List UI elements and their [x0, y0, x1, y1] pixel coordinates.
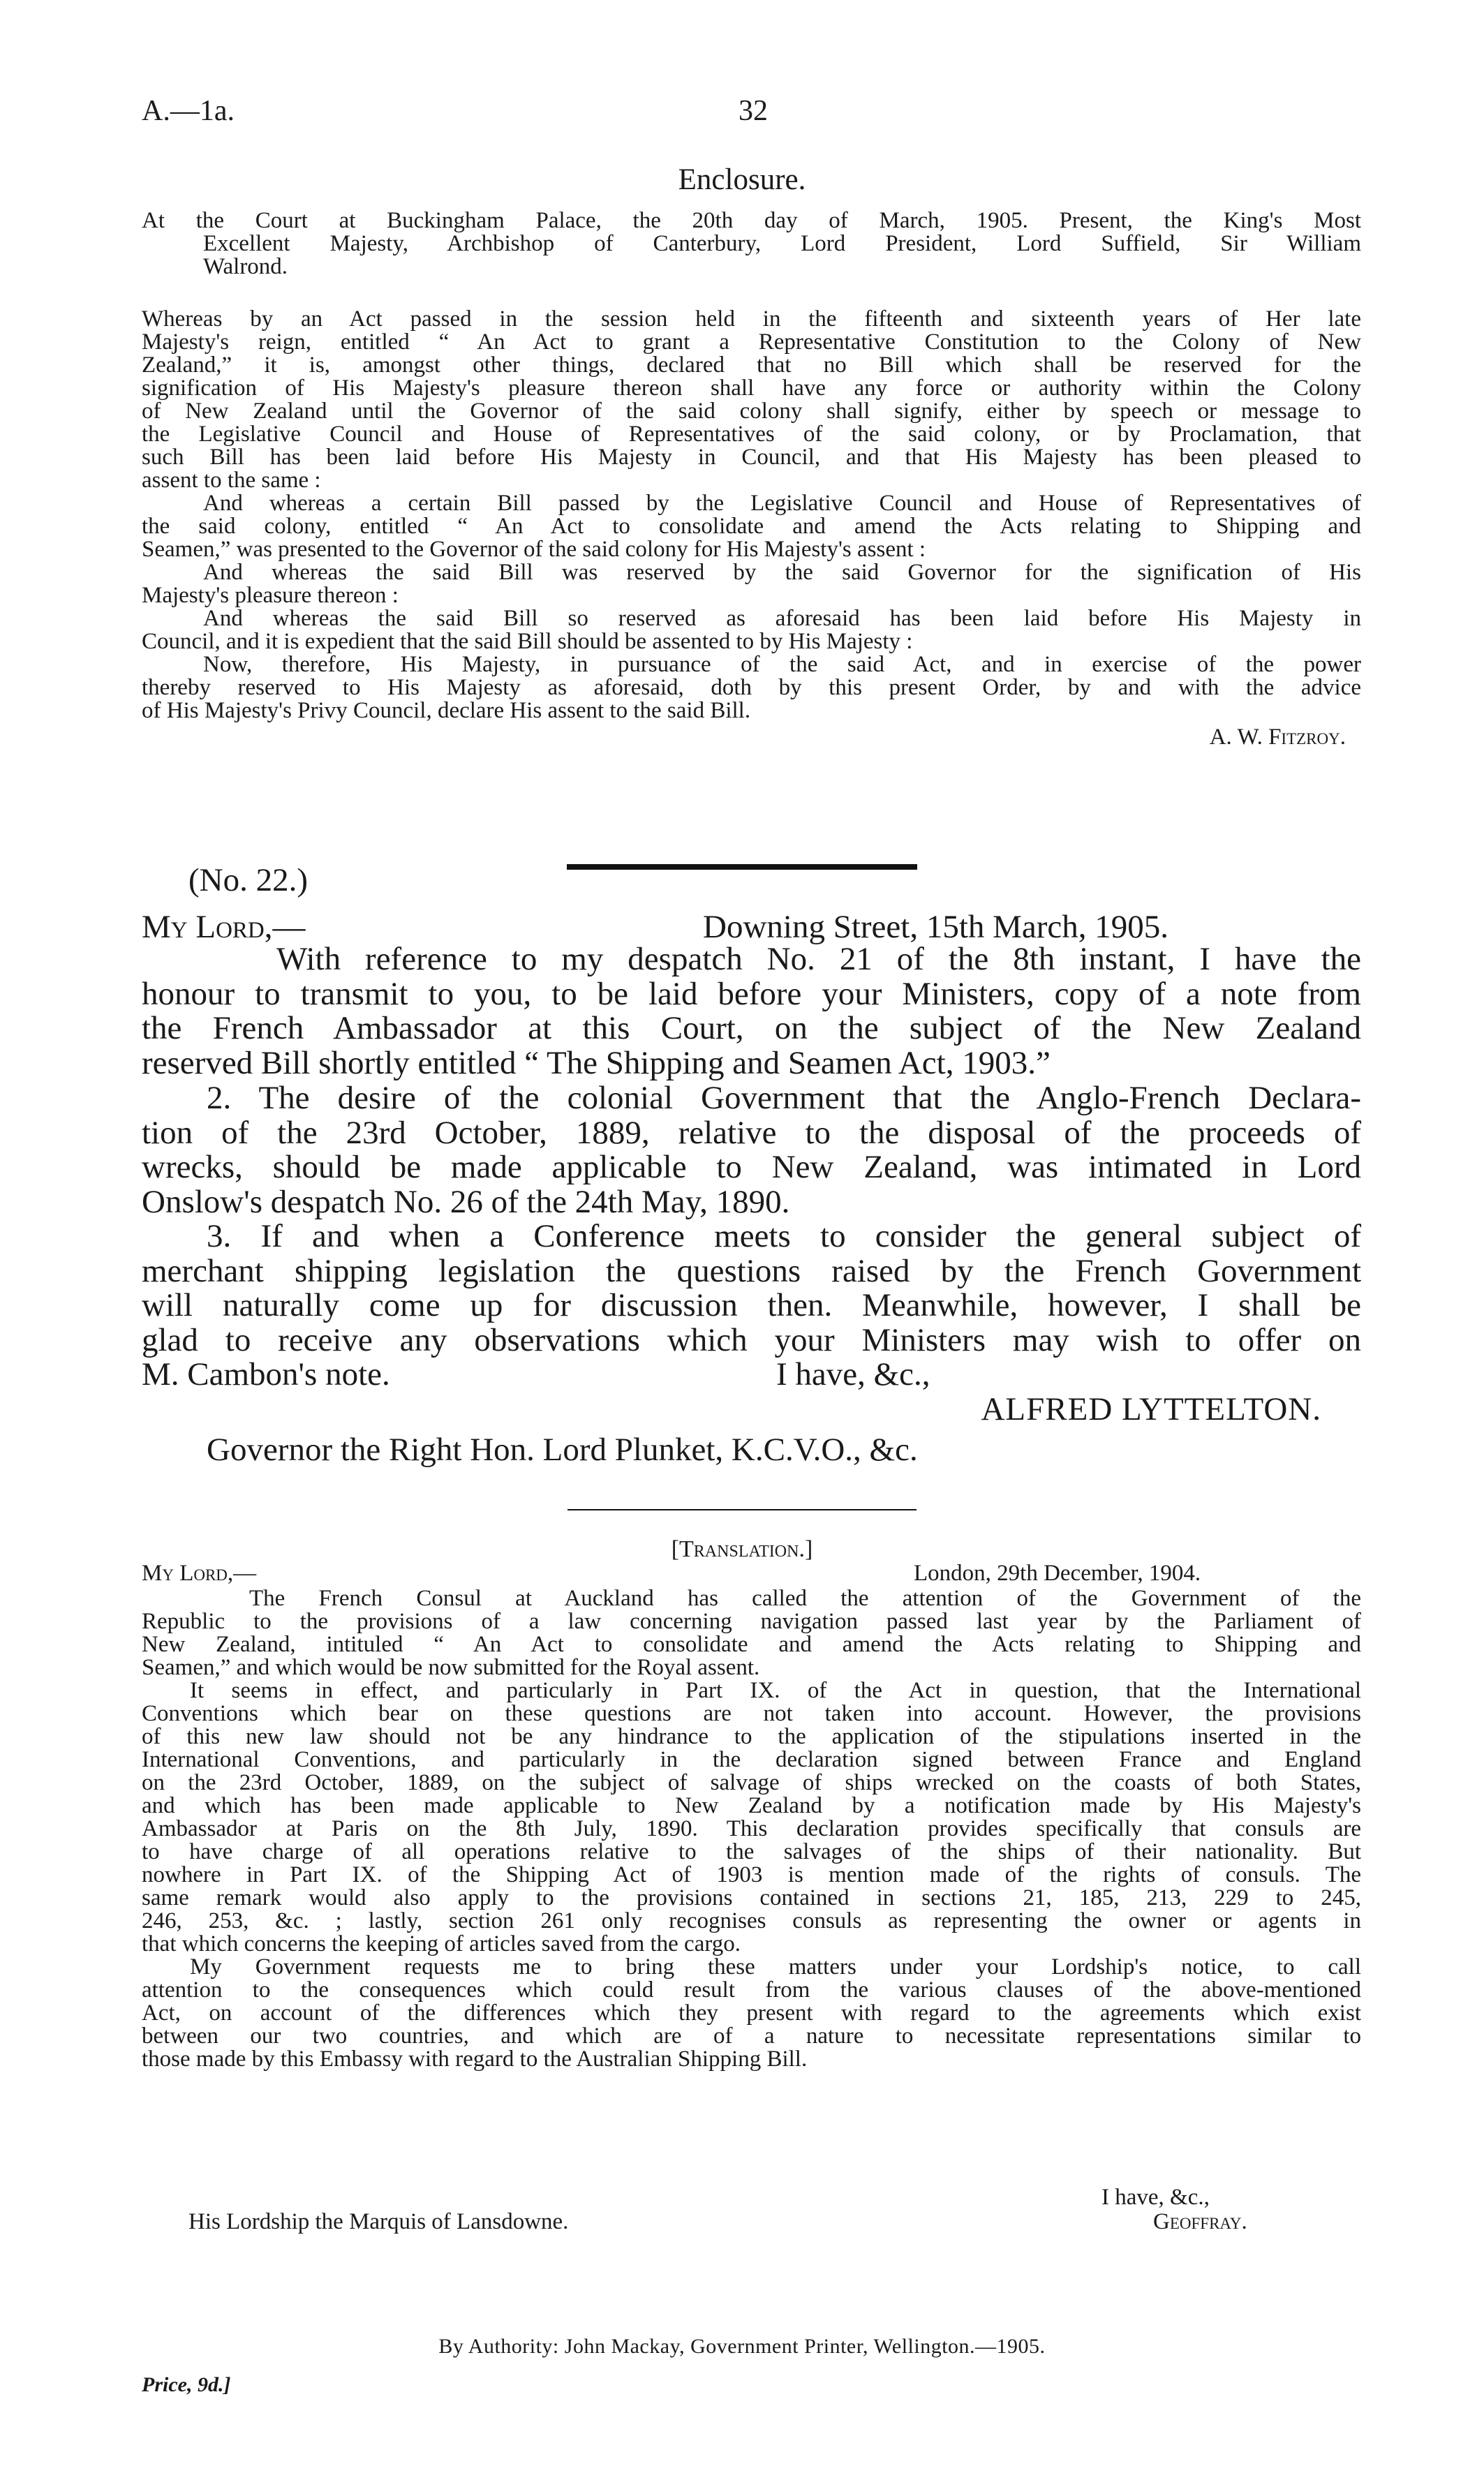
text-line: Seamen,” was presented to the Governor of the said colony for His Majesty's assent : [142, 537, 926, 562]
text-line: tion of the 23rd October, 1889, relative to the disposal of the proceeds of [142, 1114, 1361, 1151]
text-line: on the 23rd October, 1889, on the subject of salvage of ships wrecked on the coasts of both States, [142, 1770, 1361, 1795]
text-line: glad to receive any observations which your Ministers may wish to offer on [142, 1321, 1361, 1358]
text-line: Act, on account of the differences which they present with regard to the agreements which exist [142, 2000, 1361, 2026]
text-line: With reference to my despatch No. 21 of the 8th instant, I have the [276, 941, 1361, 977]
text-line: And whereas a certain Bill passed by the Legislative Council and House of Representatives of [203, 491, 1361, 516]
text-line: It seems in effect, and particularly in Part IX. of the Act in question, that the International [190, 1678, 1361, 1703]
text-line: Zealand,” it is, amongst other things, declared that no Bill which shall be reserved for the [142, 352, 1361, 378]
translation-closing: I have, &c., [1101, 2185, 1210, 2210]
enclosure-court-block [142, 209, 1361, 279]
enclosure-whereas-paragraph [142, 308, 1361, 492]
translation-heading: [Translation.] [671, 1536, 813, 1562]
enclosure-paragraph-5 [142, 653, 1361, 722]
text-line: the Legislative Council and House of Representatives of the said colony, or by Proclamation, that [142, 422, 1361, 447]
translation-signature: Geoffray. [1153, 2209, 1247, 2234]
printer-imprint: By Authority: John Mackay, Government Printer, Wellington.—1905. [438, 2335, 1046, 2358]
despatch-paragraph-2 [142, 1081, 1361, 1219]
text-line: 3. If and when a Conference meets to consider the general subject of [207, 1218, 1361, 1254]
text-line: 246, 253, &c. ; lastly, section 261 only recognises consuls as representing the owner or agents in [142, 1908, 1361, 1933]
text-line: Whereas by an Act passed in the session held in the fifteenth and sixteenth years of Her late [142, 306, 1361, 332]
text-line: reserved Bill shortly entitled “ The Shipping and Seamen Act, 1903.” [142, 1044, 1051, 1081]
text-line: Seamen,” and which would be now submitted for the Royal assent. [142, 1655, 760, 1680]
page-number: 32 [739, 95, 768, 127]
enclosure-paragraph-2 [142, 492, 1361, 561]
text-line: thereby reserved to His Majesty as aforesaid, doth by this present Order, by and with the advice [142, 675, 1361, 700]
text-line: honour to transmit to you, to be laid before your Ministers, copy of a note from [142, 975, 1361, 1012]
despatch-signature: ALFRED LYTTELTON. [981, 1391, 1321, 1427]
court-line: At the Court at Buckingham Palace, the 20th day of March, 1905. Present, the King's Most [142, 208, 1361, 233]
text-line: Onslow's despatch No. 26 of the 24th May, 1890. [142, 1183, 790, 1220]
translation-paragraph-3 [142, 1956, 1361, 2071]
court-cont-line: Walrond. [203, 254, 288, 279]
translation-addressee: His Lordship the Marquis of Lansdowne. [188, 2209, 569, 2234]
text-line: Council, and it is expedient that the said Bill should be assented to by His Majesty : [142, 629, 913, 654]
court-cont-line: Excellent Majesty, Archbishop of Canterbury, Lord President, Lord Suffield, Sir William [203, 231, 1361, 256]
section-divider [567, 864, 917, 870]
text-line: will naturally come up for discussion then. Meanwhile, however, I shall be [142, 1287, 1361, 1323]
text-line: nowhere in Part IX. of the Shipping Act of 1903 is mention made of the rights of consuls. The [142, 1862, 1361, 1887]
text-line: And whereas the said Bill so reserved as aforesaid has been laid before His Majesty in [203, 606, 1361, 631]
translation-dateline: London, 29th December, 1904. [914, 1561, 1201, 1586]
text-line: signification of His Majesty's pleasure thereon shall have any force or authority within the Colony [142, 376, 1361, 401]
text-line: the French Ambassador at this Court, on the subject of the New Zealand [142, 1010, 1361, 1046]
text-line: the said colony, entitled “ An Act to consolidate and amend the Acts relating to Shipping and [142, 514, 1361, 539]
text-line: that which concerns the keeping of articles saved from the cargo. [142, 1931, 741, 1956]
text-line: 2. The desire of the colonial Government that the Anglo-French Declara- [207, 1080, 1361, 1116]
enclosure-title: Enclosure. [678, 163, 806, 196]
text-line: assent to the same : [142, 468, 321, 493]
enclosure-paragraph-3 [142, 561, 1361, 607]
text-line: between our two countries, and which are of a nature to necessitate representations similar to [142, 2023, 1361, 2049]
translation-paragraph-2 [142, 1679, 1361, 1956]
text-line: merchant shipping legislation the questions raised by the French Government [142, 1252, 1361, 1289]
text-line: wrecks, should be made applicable to New Zealand, was intimated in Lord [142, 1149, 1361, 1185]
despatch-paragraph-3 [142, 1219, 1361, 1358]
enclosure-paragraph-4 [142, 607, 1361, 653]
despatch-addressee: Governor the Right Hon. Lord Plunket, K.C.V.O., &c. [207, 1432, 918, 1468]
text-line: such Bill has been laid before His Majesty in Council, and that His Majesty has been pleased to [142, 445, 1361, 470]
text-line: of this new law should not be any hindrance to the application of the stipulations inserted in the [142, 1724, 1361, 1749]
text-line: same remark would also apply to the provisions contained in sections 21, 185, 213, 229 to 245, [142, 1885, 1361, 1910]
translation-paragraph-1 [142, 1587, 1361, 1679]
text-line: Ambassador at Paris on the 8th July, 1890. This declaration provides specifically that consuls are [142, 1816, 1361, 1841]
text-line: New Zealand, intituled “ An Act to consolidate and amend the Acts relating to Shipping and [142, 1632, 1361, 1657]
despatch-paragraph-1 [142, 942, 1361, 1080]
text-line: Majesty's reign, entitled “ An Act to grant a Representative Constitution to the Colony of New [142, 329, 1361, 355]
text-line: to have charge of all operations relative to the salvages of the ships of their nationality. But [142, 1839, 1361, 1864]
page-reference: A.—1a. [142, 95, 235, 127]
text-line: International Conventions, and particularly in the declaration signed between France and England [142, 1747, 1361, 1772]
enclosure-signature: A. W. Fitzroy. [1209, 725, 1346, 750]
text-line: Now, therefore, His Majesty, in pursuance of the said Act, and in exercise of the power [203, 652, 1361, 677]
court-continuation [142, 232, 1361, 279]
text-line: attention to the consequences which could result from the various clauses of the above-mentioned [142, 1977, 1361, 2003]
section-divider [567, 1509, 917, 1510]
despatch-closing-right: I have, &c., [776, 1356, 930, 1393]
despatch-closing-left: M. Cambon's note. [142, 1356, 390, 1393]
despatch-number: (No. 22.) [188, 862, 308, 898]
translation-salutation: My Lord,— [142, 1561, 257, 1586]
despatch-dateline: Downing Street, 15th March, 1905. [703, 909, 1169, 945]
text-line: Majesty's pleasure thereon : [142, 583, 399, 608]
text-line: and which has been made applicable to New Zealand by a notification made by His Majesty's [142, 1793, 1361, 1818]
text-line: And whereas the said Bill was reserved by the said Governor for the signification of His [203, 560, 1361, 585]
text-line: Conventions which bear on these questions are not taken into account. However, the provisions [142, 1701, 1361, 1726]
text-line: of His Majesty's Privy Council, declare His assent to the said Bill. [142, 698, 751, 723]
despatch-salutation: My Lord,— [142, 909, 306, 945]
text-line: those made by this Embassy with regard to the Australian Shipping Bill. [142, 2047, 808, 2072]
text-line: The French Consul at Auckland has called the attention of the Government of the [249, 1586, 1361, 1611]
text-line: Republic to the provisions of a law concerning navigation passed last year by the Parliament of [142, 1609, 1361, 1634]
text-line: My Government requests me to bring these matters under your Lordship's notice, to call [190, 1954, 1361, 1980]
price-label: Price, 9d.] [142, 2373, 231, 2396]
text-line: of New Zealand until the Governor of the said colony shall signify, either by speech or message to [142, 399, 1361, 424]
